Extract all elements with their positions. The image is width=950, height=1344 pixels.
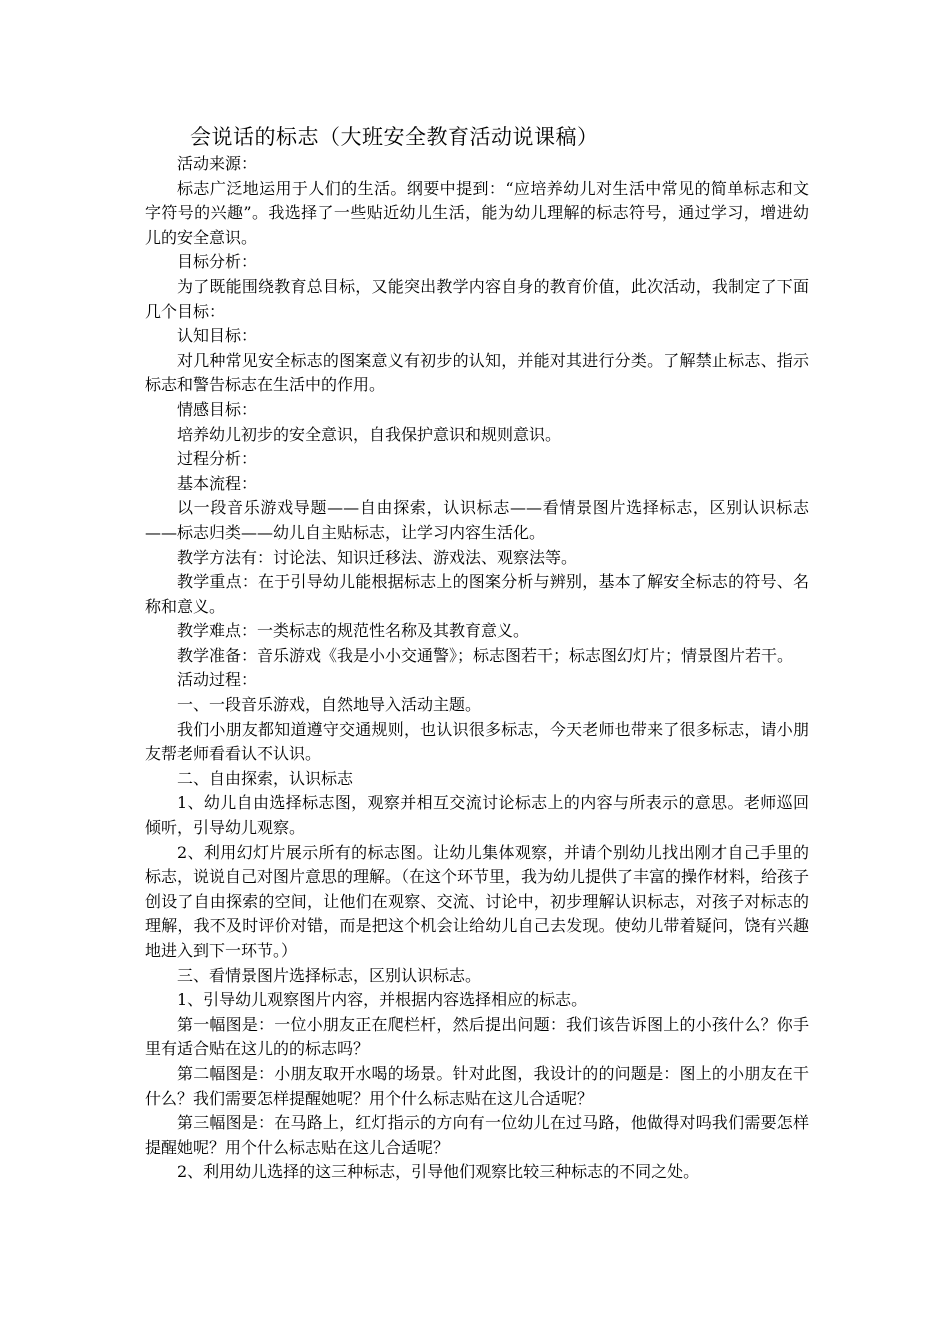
paragraph: 过程分析： [177,449,258,469]
paragraph: 第三幅图是：在马路上，红灯指示的方向有一位幼儿在过马路，他做得对吗我们需要怎样提醒她呢？用个什么标志贴在这儿合适呢？ [145,1113,809,1157]
paragraph: 2、利用幻灯片展示所有的标志图。让幼儿集体观察，并请个别幼儿找出刚才自己手里的标志，说说自己对图片意思的理解。（在这个环节里，我为幼儿提供了丰富的操作材料，给孩子创设了自由探索的空间，让他们在观察、交流、讨论中，初步理解认识标志，对孩子对标志的理解，我不及时评价对错，而是把这个机会让给幼儿自己去发现。使幼儿带着疑问，饶有兴趣地进入到下一环节。） [145,842,810,960]
paragraph: 1、幼儿自由选择标志图，观察并相互交流讨论标志上的内容与所表示的意思。老师巡回倾听，引导幼儿观察。 [145,793,809,838]
paragraph: 活动来源： [177,154,258,173]
paragraph: 教学准备：音乐游戏《我是小小交通警》；标志图若干；标志图幻灯片；情景图片若干。 [177,645,794,665]
document-title: 会说话的标志（大班安全教育活动说课稿） [190,125,599,149]
paragraph: 三、看情景图片选择标志，区别认识标志。 [177,965,482,985]
paragraph: 教学方法有：讨论法、知识迁移法、游戏法、观察法等。 [177,547,578,567]
paragraph: 教学重点：在于引导幼儿能根据标志上的图案分析与辨别，基本了解安全标志的符号、名称和意义。 [145,572,809,616]
paragraph: 第一幅图是：一位小朋友正在爬栏杆，然后提出问题：我们该告诉图上的小孩什么？你手里有适合贴在这儿的的标志吗？ [145,1014,809,1059]
paragraph: 情感目标： [177,399,258,419]
paragraph: 目标分析： [177,252,258,272]
paragraph: 对几种常见安全标志的图案意义有初步的认知，并能对其进行分类。了解禁止标志、指示标志和警告标志在生活中的作用。 [145,350,809,395]
paragraph: 认知目标： [177,326,258,346]
paragraph: 以一段音乐游戏导题——自由探索，认识标志——看情景图片选择标志，区别认识标志——标志归类——幼儿自主贴标志，让学习内容生活化。 [145,498,809,542]
paragraph: 1、引导幼儿观察图片内容，并根据内容选择相应的标志。 [177,990,588,1010]
paragraph: 为了既能围绕教育总目标，又能突出教学内容自身的教育价值，此次活动，我制定了下面几个目标： [145,276,809,321]
paragraph: 标志广泛地运用于人们的生活。纲要中提到：“应培养幼儿对生活中常见的简单标志和文字符号的兴趣”。我选择了一些贴近幼儿生活，能为幼儿理解的标志符号，通过学习，增进幼儿的安全意识。 [145,178,809,247]
paragraph: 一、一段音乐游戏，自然地导入活动主题。 [177,695,482,715]
paragraph: 培养幼儿初步的安全意识，自我保护意识和规则意识。 [177,424,562,444]
paragraph: 我们小朋友都知道遵守交通规则，也认识很多标志，今天老师也带来了很多标志，请小朋友帮老师看看认不认识。 [145,719,809,764]
paragraph: 活动过程： [177,670,258,690]
paragraph: 基本流程： [177,473,258,493]
document-body [145,152,809,1185]
paragraph: 二、自由探索，认识标志 [177,768,354,788]
paragraph: 第二幅图是：小朋友取开水喝的场景。针对此图，我设计的的问题是：图上的小朋友在干什么？我们需要怎样提醒她呢？用个什么标志贴在这儿合适呢？ [145,1063,809,1108]
paragraph: 2、利用幼儿选择的这三种标志，引导他们观察比较三种标志的不同之处。 [177,1162,700,1182]
paragraph: 教学难点：一类标志的规范性名称及其教育意义。 [177,621,530,641]
